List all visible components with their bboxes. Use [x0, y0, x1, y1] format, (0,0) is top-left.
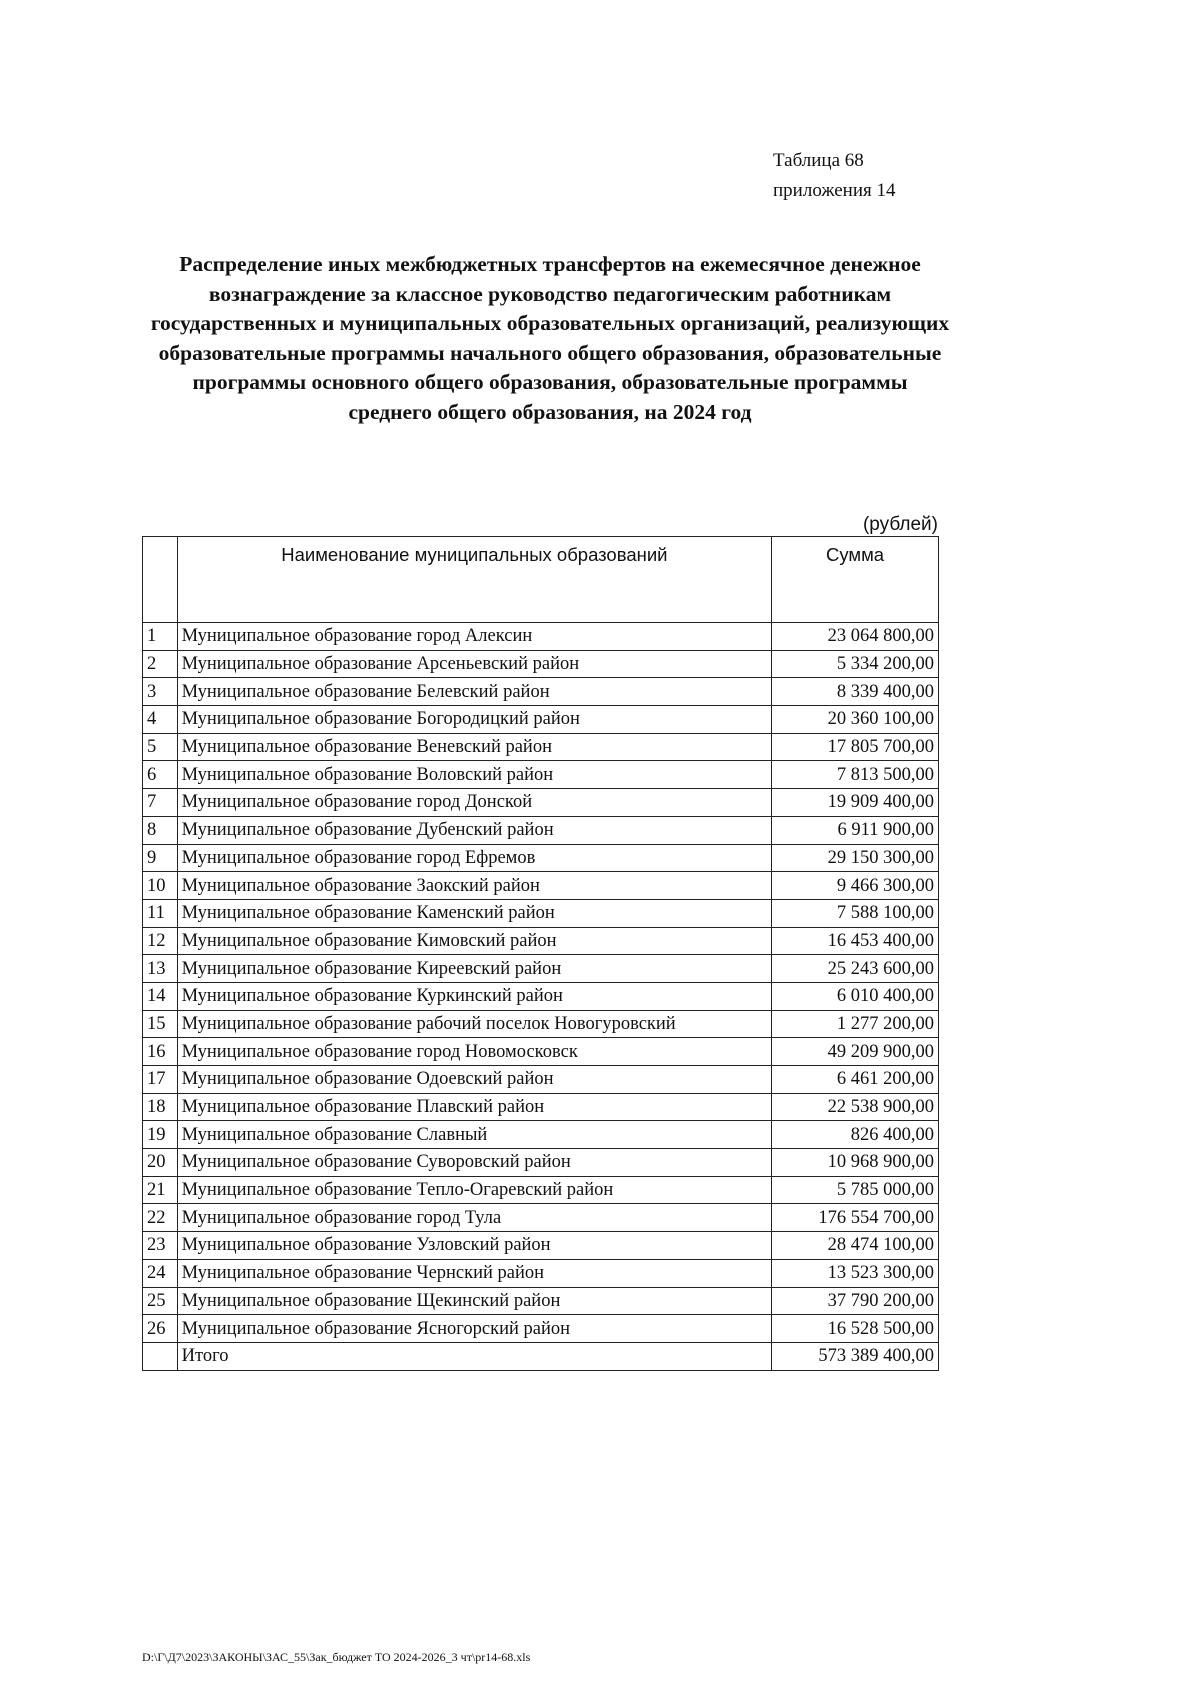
table-row — [143, 1038, 939, 1066]
row-name-cell: Муниципальное образование город Донской — [177, 789, 771, 817]
row-sum-cell: 23 064 800,00 — [772, 623, 939, 651]
table-row — [143, 927, 939, 955]
appendix-number-label: приложения 14 — [773, 180, 896, 201]
table-row — [143, 733, 939, 761]
total-row — [143, 1342, 939, 1370]
row-name-cell: Муниципальное образование рабочий поселок Новогуровский — [177, 1010, 771, 1038]
row-number-cell: 21 — [143, 1176, 178, 1204]
row-sum-cell: 22 538 900,00 — [772, 1093, 939, 1121]
row-number-cell: 24 — [143, 1259, 178, 1287]
table-row — [143, 1093, 939, 1121]
table-row — [143, 1204, 939, 1232]
row-sum-cell: 29 150 300,00 — [772, 844, 939, 872]
table-body — [143, 623, 939, 1343]
row-number-cell: 22 — [143, 1204, 178, 1232]
row-name-cell: Муниципальное образование Киреевский район — [177, 955, 771, 983]
row-name-cell: Муниципальное образование Суворовский район — [177, 1149, 771, 1177]
row-number-cell: 17 — [143, 1066, 178, 1094]
row-name-cell: Муниципальное образование Славный — [177, 1121, 771, 1149]
distribution-table — [142, 536, 939, 1371]
row-number-cell: 3 — [143, 678, 178, 706]
file-path-footer: D:\Г\Д7\2023\ЗАКОНЫ\ЗАС_55\Зак_бюджет ТО 2024-2026_3 чт\pr14-68.xls — [142, 1650, 531, 1664]
header-sum: Сумма — [772, 537, 939, 623]
row-sum-cell: 1 277 200,00 — [772, 1010, 939, 1038]
row-number-cell: 13 — [143, 955, 178, 983]
row-name-cell: Муниципальное образование Веневский район — [177, 733, 771, 761]
row-number-cell: 16 — [143, 1038, 178, 1066]
total-sum-cell: 573 389 400,00 — [772, 1342, 939, 1370]
row-number-cell: 8 — [143, 816, 178, 844]
row-number-cell: 10 — [143, 872, 178, 900]
row-sum-cell: 10 968 900,00 — [772, 1149, 939, 1177]
table-row — [143, 1259, 939, 1287]
table-row — [143, 706, 939, 734]
total-number-cell — [143, 1342, 178, 1370]
row-number-cell: 12 — [143, 927, 178, 955]
row-name-cell: Муниципальное образование Кимовский район — [177, 927, 771, 955]
row-number-cell: 15 — [143, 1010, 178, 1038]
table-reference — [773, 146, 895, 206]
row-sum-cell: 20 360 100,00 — [772, 706, 939, 734]
row-name-cell: Муниципальное образование город Тула — [177, 1204, 771, 1232]
row-name-cell: Муниципальное образование Дубенский район — [177, 816, 771, 844]
row-sum-cell: 17 805 700,00 — [772, 733, 939, 761]
row-number-cell: 7 — [143, 789, 178, 817]
row-sum-cell: 25 243 600,00 — [772, 955, 939, 983]
row-number-cell: 9 — [143, 844, 178, 872]
table-row — [143, 1176, 939, 1204]
table-row — [143, 1149, 939, 1177]
table-row — [143, 955, 939, 983]
row-sum-cell: 826 400,00 — [772, 1121, 939, 1149]
row-name-cell: Муниципальное образование Ясногорский район — [177, 1315, 771, 1343]
row-sum-cell: 13 523 300,00 — [772, 1259, 939, 1287]
table-row — [143, 678, 939, 706]
table-row — [143, 816, 939, 844]
header-number — [143, 537, 178, 623]
table-row — [143, 899, 939, 927]
row-name-cell: Муниципальное образование Воловский район — [177, 761, 771, 789]
table-row — [143, 1232, 939, 1260]
row-sum-cell: 6 010 400,00 — [772, 982, 939, 1010]
row-number-cell: 2 — [143, 650, 178, 678]
row-number-cell: 5 — [143, 733, 178, 761]
row-number-cell: 1 — [143, 623, 178, 651]
table-row — [143, 982, 939, 1010]
row-sum-cell: 16 528 500,00 — [772, 1315, 939, 1343]
table-row — [143, 1315, 939, 1343]
table-row — [143, 623, 939, 651]
table-row — [143, 1121, 939, 1149]
table-row — [143, 1010, 939, 1038]
row-sum-cell: 16 453 400,00 — [772, 927, 939, 955]
row-number-cell: 25 — [143, 1287, 178, 1315]
table-row — [143, 761, 939, 789]
row-number-cell: 20 — [143, 1149, 178, 1177]
row-number-cell: 14 — [143, 982, 178, 1010]
table-number-label: Таблица 68 — [773, 150, 864, 171]
row-number-cell: 6 — [143, 761, 178, 789]
row-name-cell: Муниципальное образование Щекинский район — [177, 1287, 771, 1315]
row-name-cell: Муниципальное образование Плавский район — [177, 1093, 771, 1121]
row-name-cell: Муниципальное образование Заокский район — [177, 872, 771, 900]
row-sum-cell: 19 909 400,00 — [772, 789, 939, 817]
row-number-cell: 4 — [143, 706, 178, 734]
row-sum-cell: 6 911 900,00 — [772, 816, 939, 844]
row-name-cell: Муниципальное образование Тепло-Огаревский район — [177, 1176, 771, 1204]
row-number-cell: 23 — [143, 1232, 178, 1260]
row-name-cell: Муниципальное образование Богородицкий район — [177, 706, 771, 734]
row-name-cell: Муниципальное образование город Алексин — [177, 623, 771, 651]
row-number-cell: 26 — [143, 1315, 178, 1343]
table-row — [143, 1287, 939, 1315]
row-sum-cell: 8 339 400,00 — [772, 678, 939, 706]
row-sum-cell: 37 790 200,00 — [772, 1287, 939, 1315]
row-sum-cell: 7 588 100,00 — [772, 899, 939, 927]
row-number-cell: 11 — [143, 899, 178, 927]
table-row — [143, 872, 939, 900]
row-name-cell: Муниципальное образование Куркинский район — [177, 982, 771, 1010]
row-sum-cell: 6 461 200,00 — [772, 1066, 939, 1094]
document-title: Распределение иных межбюджетных трансфертов на ежемесячное денежное вознаграждение за классное руководство педагогическим работникам государственных и муниципальных образовательных организаций, реализующих образовательные программы начального общего образования, образовательные программы основного общего образования, образовательные программы среднего общего образования, на 2024 год — [150, 252, 950, 424]
table-row — [143, 789, 939, 817]
header-name: Наименование муниципальных образований — [177, 537, 771, 623]
row-sum-cell: 49 209 900,00 — [772, 1038, 939, 1066]
row-name-cell: Муниципальное образование Узловский район — [177, 1232, 771, 1260]
row-sum-cell: 7 813 500,00 — [772, 761, 939, 789]
row-name-cell: Муниципальное образование Чернский район — [177, 1259, 771, 1287]
row-sum-cell: 176 554 700,00 — [772, 1204, 939, 1232]
row-name-cell: Муниципальное образование город Ефремов — [177, 844, 771, 872]
row-name-cell: Муниципальное образование Белевский район — [177, 678, 771, 706]
row-name-cell: Муниципальное образование Арсеньевский район — [177, 650, 771, 678]
row-name-cell: Муниципальное образование Каменский район — [177, 899, 771, 927]
row-number-cell: 18 — [143, 1093, 178, 1121]
table-row — [143, 844, 939, 872]
row-sum-cell: 5 785 000,00 — [772, 1176, 939, 1204]
row-name-cell: Муниципальное образование Одоевский район — [177, 1066, 771, 1094]
total-label-cell: Итого — [177, 1342, 771, 1370]
table-row — [143, 1066, 939, 1094]
row-sum-cell: 9 466 300,00 — [772, 872, 939, 900]
row-sum-cell: 5 334 200,00 — [772, 650, 939, 678]
table-row — [143, 650, 939, 678]
row-name-cell: Муниципальное образование город Новомосковск — [177, 1038, 771, 1066]
row-number-cell: 19 — [143, 1121, 178, 1149]
row-sum-cell: 28 474 100,00 — [772, 1232, 939, 1260]
table-header-row — [143, 537, 939, 623]
units-label: (рублей) — [862, 514, 938, 535]
